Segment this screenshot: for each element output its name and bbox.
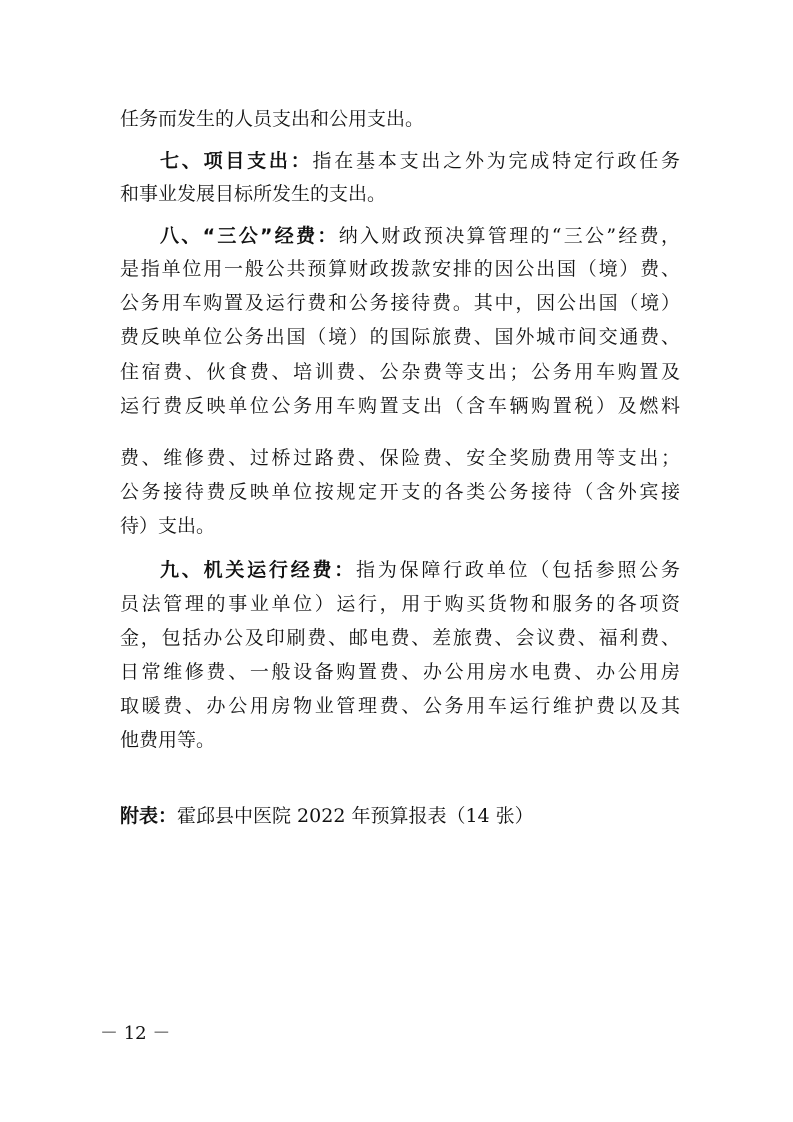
paragraph-line xyxy=(120,660,680,684)
body-text: 公务接待费反映单位按规定开支的各类公务接待（含外宾接 xyxy=(120,481,680,503)
body-text: 任务而发生的人员支出和公用支出。 xyxy=(120,108,425,130)
paragraph-line xyxy=(120,360,680,384)
paragraph-line xyxy=(160,224,680,248)
paragraph-line xyxy=(120,107,680,131)
attachment-line xyxy=(120,804,680,828)
body-text: 员法管理的事业单位）运行，用于购买货物和服务的各项资 xyxy=(120,593,680,615)
body-text: 纳入财政预决算管理的“三公”经费， xyxy=(338,225,680,247)
paragraph-line xyxy=(120,291,680,315)
body-text: 指在基本支出之外为完成特定行政任务 xyxy=(312,150,680,172)
section-heading-operating-expenses: 九、机关运行经费： xyxy=(160,559,357,581)
section-heading-project-expenditure: 七、项目支出： xyxy=(160,150,313,172)
paragraph-line xyxy=(120,446,680,470)
page-number: － 12 － xyxy=(100,1023,171,1044)
attachment-text: 霍邱县中医院 2022 年预算报表（14 张） xyxy=(177,805,534,827)
paragraph-line xyxy=(120,694,680,718)
body-text: 和事业发展目标所发生的支出。 xyxy=(120,183,387,205)
section-heading-three-public-expenses: 八、“三公”经费： xyxy=(160,225,339,247)
body-text: 费反映单位公务出国（境）的国际旅费、国外城市间交通费、 xyxy=(120,326,680,348)
body-text: 是指单位用一般公共预算财政拨款安排的因公出国（境）费、 xyxy=(120,258,680,280)
paragraph-line xyxy=(160,149,680,173)
body-text: 日常维修费、一般设备购置费、办公用房水电费、办公用房 xyxy=(120,661,680,683)
body-text: 运行费反映单位公务用车购置支出（含车辆购置税）及燃料 xyxy=(120,395,680,417)
body-text: 他费用等。 xyxy=(120,729,216,751)
body-text: 公务用车购置及运行费和公务接待费。其中，因公出国（境） xyxy=(120,292,680,314)
paragraph-line xyxy=(120,592,680,616)
body-text: 住宿费、伙食费、培训费、公杂费等支出；公务用车购置及 xyxy=(120,361,680,383)
paragraph-line xyxy=(120,514,680,538)
body-text: 待）支出。 xyxy=(120,515,216,537)
paragraph-line xyxy=(160,558,680,582)
attachment-label: 附表： xyxy=(120,805,178,827)
paragraph-line xyxy=(120,728,680,752)
body-text: 金，包括办公及印刷费、邮电费、差旅费、会议费、福利费、 xyxy=(120,627,680,649)
body-text: 取暖费、办公用房物业管理费、公务用车运行维护费以及其 xyxy=(120,695,680,717)
paragraph-line xyxy=(120,626,680,650)
paragraph-line xyxy=(120,480,680,504)
paragraph-line xyxy=(120,257,680,281)
paragraph-line xyxy=(120,182,680,206)
paragraph-line xyxy=(120,325,680,349)
body-text: 费、维修费、过桥过路费、保险费、安全奖励费用等支出； xyxy=(120,447,680,469)
body-text: 指为保障行政单位（包括参照公务 xyxy=(356,559,680,581)
paragraph-line xyxy=(120,394,680,418)
